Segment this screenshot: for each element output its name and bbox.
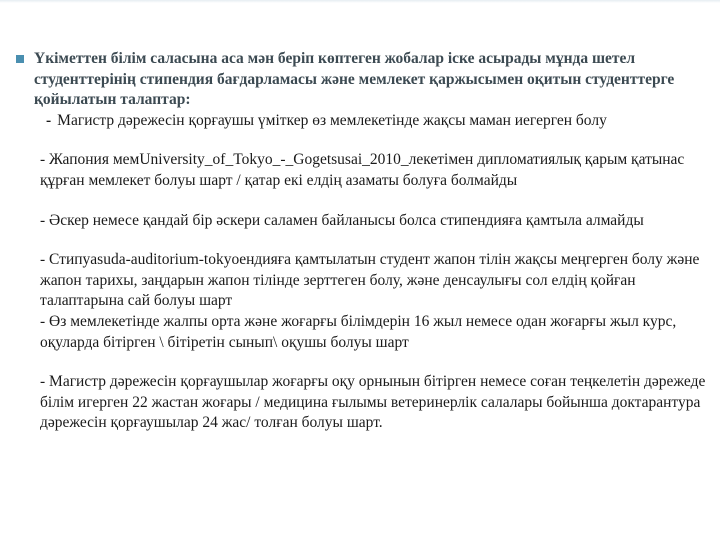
requirement-item-1 <box>16 111 708 132</box>
requirement-item-2: - Жапония мемUniversity_of_Tokyo_-_Gogetsusai_2010_лекетімен дипломатиялық қарым қатынас құрған мемлекет болуы шарт / қатар екі елдің азаматы болуға болмайды <box>40 151 685 189</box>
requirement-item-3: - Әскер немесе қандай бір әскери саламен байланысы болса стипендияға қамтыла алмайды <box>40 211 644 229</box>
top-border <box>0 0 720 3</box>
heading-row <box>16 49 708 111</box>
content-area <box>16 49 708 434</box>
square-bullet-icon <box>16 55 24 63</box>
requirement-text-1: Магистр дәрежесін қорғаушы үміткер өз мемлекетінде жақсы маман иегерген болу <box>57 111 607 129</box>
dash-marker: - <box>46 111 52 129</box>
slide-heading: Үкіметтен білім саласына аса мән беріп көптеген жобалар іске асырады мұнда шетел студенттерінің стипендия бағдарламасы және мемлекет қаржысымен оқитын студенттерге қойылатын талаптар: <box>34 50 675 109</box>
requirement-item-4: - Стипуasuda-auditorium-tokyoендияға қамтылатын студент жапон тілін жақсы меңгерген болу және жапон тарихы, заңдарын жапон тілінде зерттеген болу, және денсаулығы сол елдің қойған талаптарына сай болуы шарт <box>40 251 700 310</box>
requirement-item-6: - Магистр дәрежесін қорғаушылар жоғарғы оқу орнынын бітірген немесе соған теңкелетін дәрежеде білім игерген 22 жастан жоғары / медицина ғылымы ветеринерлік салалары бойынша доктарантура дәрежесін қорғаушылар 24 жас/ толған болуы шарт. <box>40 373 706 432</box>
requirement-item-5: - Өз мемлекетінде жалпы орта және жоғарғы білімдерін 16 жыл немесе одан жоғарғы жыл курс, оқуларда бітірген \ бітіретін сынып\ оқушы болуы шарт <box>40 312 677 351</box>
